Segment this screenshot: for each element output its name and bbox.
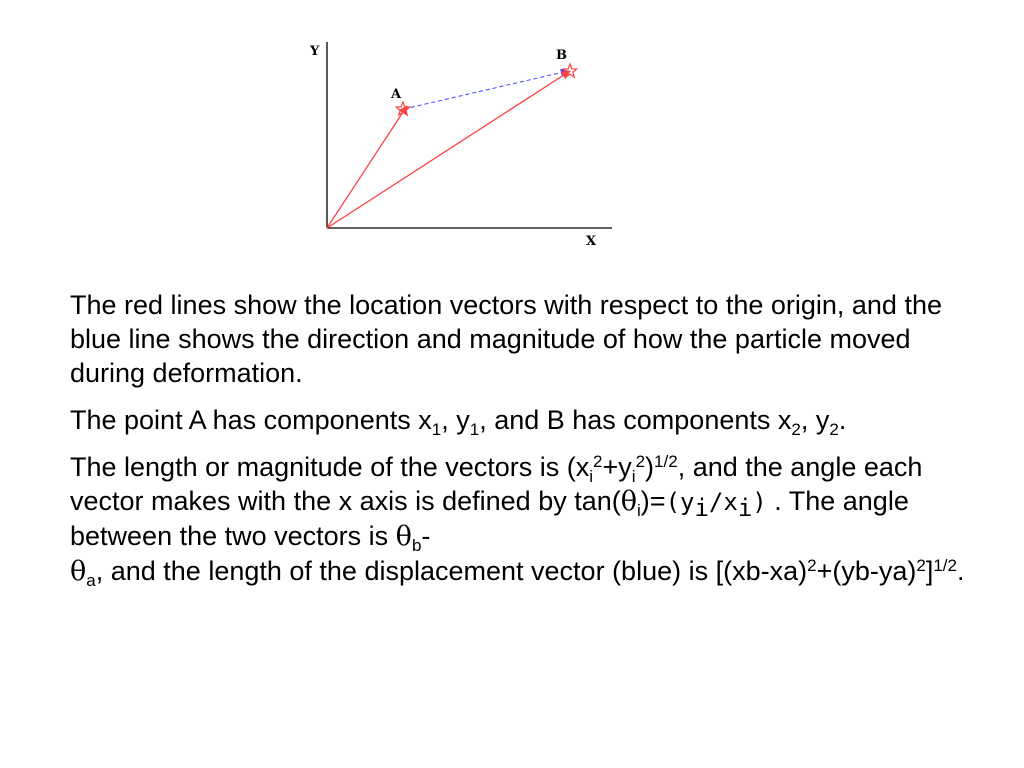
text-fragment: , y xyxy=(441,405,470,435)
subscript: i xyxy=(737,494,753,522)
theta-symbol: θ xyxy=(620,486,638,517)
explanation-text xyxy=(70,288,990,602)
subscript: 1 xyxy=(469,420,480,439)
text-fragment: . xyxy=(838,405,847,435)
text-fragment: ) xyxy=(645,452,655,482)
superscript: 2 xyxy=(593,452,603,471)
tan-expression: /x xyxy=(708,488,738,516)
location-vector-b xyxy=(327,71,570,228)
text-fragment: , and the angle each vector makes with the x axis is defined by tan( xyxy=(70,452,923,516)
text-fragment: - xyxy=(421,521,431,551)
point-a-label: A xyxy=(391,87,402,102)
superscript: 1/2 xyxy=(654,452,678,471)
text-fragment: , y xyxy=(800,405,830,435)
tan-expression: (y xyxy=(665,488,695,516)
text-fragment: . The angle between the two vectors is xyxy=(70,486,909,551)
subscript: 2 xyxy=(791,420,801,439)
superscript: 2 xyxy=(635,452,646,471)
text-fragment: . xyxy=(956,556,965,586)
subscript: a xyxy=(86,571,96,590)
subscript: b xyxy=(411,536,422,555)
paragraph-components xyxy=(70,403,990,437)
theta-symbol: θ xyxy=(395,521,412,552)
subscript: i xyxy=(637,501,641,520)
text-fragment: , and B has components x xyxy=(479,405,792,435)
superscript: 1/2 xyxy=(933,556,957,575)
superscript: 2 xyxy=(916,556,926,575)
point-b-label: B xyxy=(556,48,567,63)
subscript: 1 xyxy=(431,420,442,439)
paragraph-vectors-text: The red lines show the location vectors with respect to the origin, and the blue line shows the direction and magnitude of how the particle moved during deformation. xyxy=(70,290,942,388)
subscript: 2 xyxy=(829,420,839,439)
superscript: 2 xyxy=(807,556,817,575)
paragraph-vectors xyxy=(70,288,990,390)
subscript: i xyxy=(589,467,594,486)
text-fragment: +y xyxy=(602,452,632,482)
text-fragment: , and the length of the displacement vector (blue) is [(xb-xa) xyxy=(95,556,808,586)
displacement-vector xyxy=(404,71,568,109)
tan-expression: ) xyxy=(752,488,767,516)
text-fragment: +(yb-ya) xyxy=(816,556,917,586)
text-fragment: )= xyxy=(640,486,666,516)
location-vector-a xyxy=(327,106,407,228)
theta-symbol: θ xyxy=(70,556,87,587)
y-axis-label: Y xyxy=(310,44,320,59)
paragraph-magnitude xyxy=(70,450,990,589)
subscript: i xyxy=(631,467,636,486)
vector-diagram xyxy=(290,30,630,260)
text-fragment: The point A has components x xyxy=(70,405,432,435)
text-fragment: The length or magnitude of the vectors is (x xyxy=(70,452,590,482)
subscript: i xyxy=(694,494,709,522)
text-fragment: ] xyxy=(925,556,934,586)
x-axis-label: X xyxy=(586,234,597,249)
point-b-star-icon xyxy=(563,64,577,77)
